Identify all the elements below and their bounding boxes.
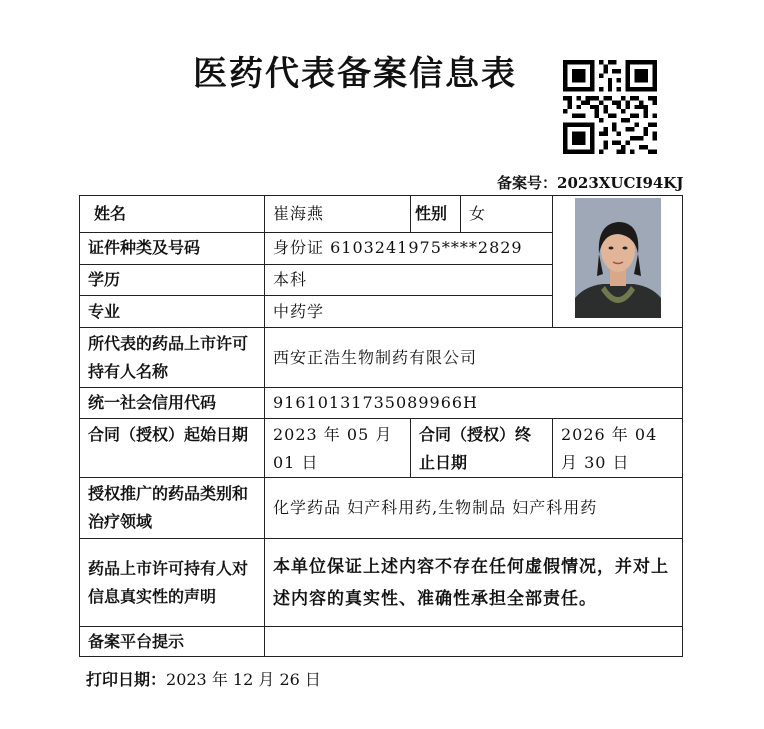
contract-end-value: 2026 年 04 月 30 日 [553,419,683,478]
print-date-label: 打印日期： [86,670,167,689]
qr-code-icon [563,60,657,154]
id-label: 证件种类及号码 [80,232,265,264]
contract-end-label: 合同（授权）终止日期 [411,419,553,478]
gender-label: 性别 [411,196,461,233]
contract-start-value: 2023 年 05 月 01 日 [265,419,411,478]
platform-notice-label: 备案平台提示 [80,627,265,657]
name-value: 崔海燕 [265,196,411,233]
education-value: 本科 [265,264,553,296]
contract-start-label: 合同（授权）起始日期 [80,419,265,478]
declaration-label: 药品上市许可持有人对信息真实性的声明 [80,539,265,627]
page-title: 医药代表备案信息表 [193,54,517,94]
credit-code-label: 统一社会信用代码 [80,388,265,419]
major-value: 中药学 [265,296,553,328]
credit-code-value: 91610131735089966H [265,388,683,419]
filing-value: 2023XUCI94KJ [557,174,684,192]
portrait-photo [575,198,661,318]
category-label: 授权推广的药品类别和治疗领域 [80,478,265,539]
holder-value: 西安正浩生物制药有限公司 [265,328,683,388]
name-label: 姓名 [80,196,265,233]
category-value: 化学药品 妇产科用药,生物制品 妇产科用药 [265,478,683,539]
filing-number [497,172,683,193]
major-label: 专业 [80,296,265,328]
photo-cell [553,196,683,328]
education-label: 学历 [80,264,265,296]
gender-value: 女 [461,196,553,233]
declaration-value: 本单位保证上述内容不存在任何虚假情况，并对上述内容的真实性、准确性承担全部责任。 [265,539,683,627]
holder-label: 所代表的药品上市许可持有人名称 [80,328,265,388]
platform-notice-value [265,627,683,657]
filing-label: 备案号： [497,174,558,192]
print-date [86,667,321,690]
id-value: 身份证 6103241975****2829 [265,232,553,264]
info-table [79,195,683,657]
print-date-value: 2023 年 12 月 26 日 [166,670,321,689]
